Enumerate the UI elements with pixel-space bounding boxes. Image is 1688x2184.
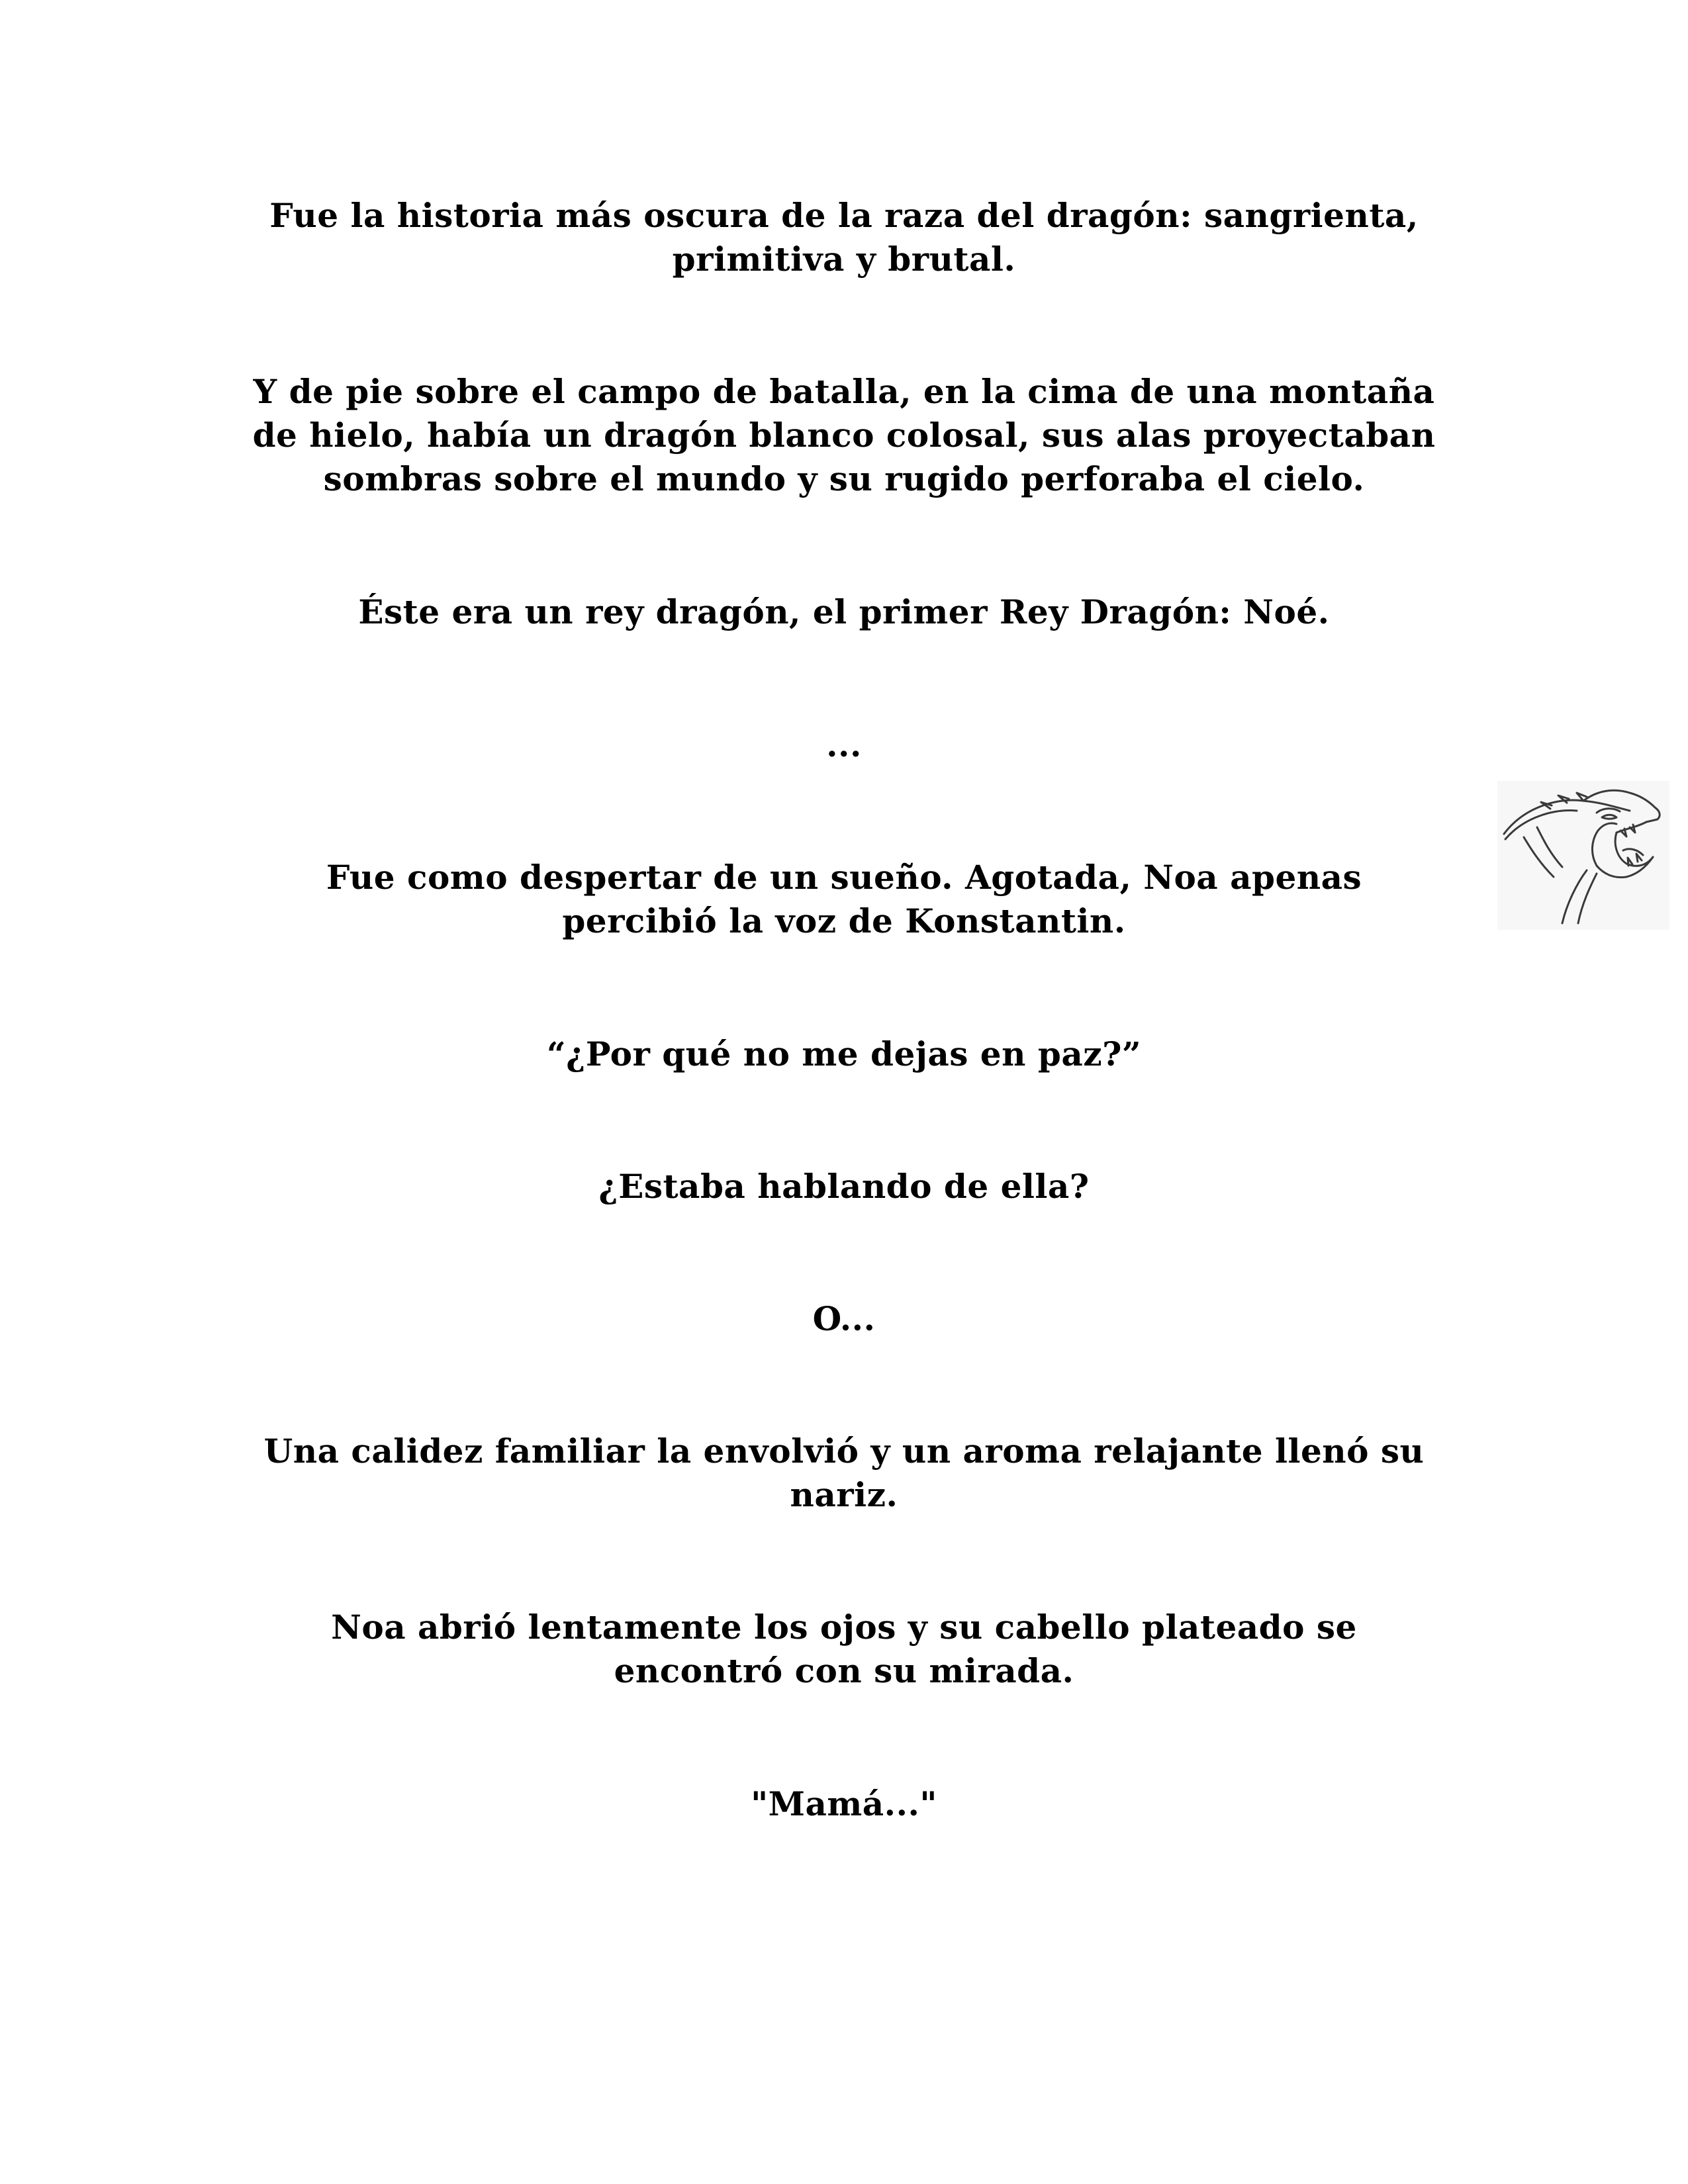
paragraph-9-line-2: nariz.: [790, 1475, 898, 1514]
scene-break-ellipsis: ...: [826, 725, 862, 764]
paragraph-6-text: “¿Por qué no me dejas en paz?”: [546, 1034, 1142, 1073]
paragraph-1-line-2: primitiva y brutal.: [672, 240, 1016, 279]
paragraph-11-text: "Mamá...": [751, 1784, 937, 1823]
paragraph-7-text: ¿Estaba hablando de ella?: [598, 1167, 1090, 1206]
paragraph-2-line-3: sombras sobre el mundo y su rugido perforaba el cielo.: [323, 459, 1365, 498]
paragraph-10: [225, 1606, 1463, 1693]
paragraph-1: [225, 194, 1463, 281]
paragraph-3: [225, 590, 1463, 634]
paragraph-7: [225, 1165, 1463, 1208]
paragraph-11-dialogue: [225, 1782, 1463, 1826]
paragraph-6-dialogue: [225, 1032, 1463, 1076]
paragraph-2: [225, 370, 1463, 501]
paragraph-5-line-1: Fue como despertar de un sueño. Agotada, Noa apenas: [326, 858, 1362, 897]
paragraph-1-line-1: Fue la historia más oscura de la raza del dragón: sangrienta,: [269, 196, 1419, 235]
paragraph-5-line-2: percibió la voz de Konstantin.: [562, 901, 1126, 940]
paragraph-3-text: Éste era un rey dragón, el primer Rey Dragón: Noé.: [358, 592, 1330, 631]
paragraph-9: [225, 1430, 1463, 1517]
scene-break: [225, 723, 1463, 767]
paragraph-10-line-1: Noa abrió lentamente los ojos y su cabello plateado se: [331, 1608, 1357, 1647]
paragraph-5: [225, 856, 1463, 943]
paragraph-8: [225, 1297, 1463, 1341]
paragraph-2-line-1: Y de pie sobre el campo de batalla, en la cima de una montaña: [253, 372, 1435, 411]
paragraph-10-line-2: encontró con su mirada.: [614, 1651, 1074, 1690]
paragraph-2-line-2: de hielo, había un dragón blanco colosal, sus alas proyectaban: [252, 416, 1436, 455]
dragon-head-sketch-icon: [1497, 781, 1669, 930]
paragraph-8-text: O...: [812, 1299, 876, 1338]
paragraph-9-line-1: Una calidez familiar la envolvió y un aroma relajante llenó su: [263, 1432, 1425, 1471]
